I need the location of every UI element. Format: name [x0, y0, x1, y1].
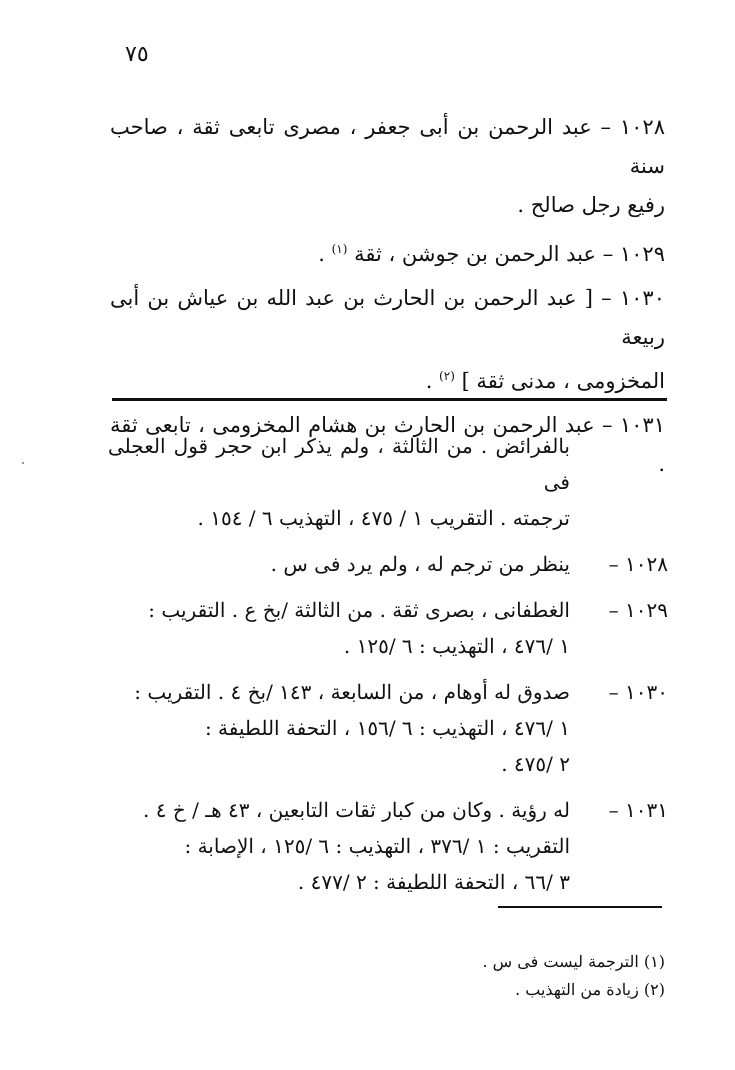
commentary-line: ١ /٤٧٦ ، التهذيب : ٦ /١٥٦ ، التحفة اللطيفة : [204, 716, 570, 740]
commentary-line: ينظر من ترجم له ، ولم يرد فى س . [270, 552, 570, 576]
commentary-line: ٢ /٤٧٥ . [501, 752, 570, 776]
entry-1030 [110, 279, 665, 401]
footnote-ref: (١) [331, 242, 348, 256]
commentary-line: صدوق له أوهام ، من السابعة ، ١٤٣ /بخ ٤ . التقريب : [134, 680, 570, 704]
commentary-number: ١٠٣٠ – [608, 680, 668, 704]
entry-1028 [110, 108, 665, 225]
commentary-line: الغطفانى ، بصرى ثقة . من الثالثة /بخ ع . التقريب : [148, 598, 570, 622]
commentary-number: ١٠٣١ – [608, 798, 668, 822]
commentary-line: ١ /٤٧٦ ، التهذيب : ٦ /١٢٥ . [343, 634, 570, 658]
entry-tail: . [318, 242, 332, 266]
entry-line: ١٠٣٠ – [ عبد الرحمن بن الحارث بن عبد الله بن عياش بن أبى ربيعة [110, 286, 665, 349]
footnotes [420, 948, 665, 1004]
footnote-ref: (٢) [439, 369, 455, 383]
commentary-line: التقريب : ١ /٣٧٦ ، التهذيب : ٦ /١٢٥ ، الإصابة : [184, 834, 570, 858]
commentary-line: ٣ /٦٦ ، التحفة اللطيفة : ٢ /٤٧٧ . [297, 870, 570, 894]
entry-line: ١٠٢٩ – عبد الرحمن بن جوشن ، ثقة [354, 242, 665, 266]
commentary-item-1031 [108, 792, 668, 900]
section-divider [112, 398, 667, 401]
commentary-number: ١٠٢٨ – [608, 552, 668, 576]
footnote-divider [498, 906, 662, 908]
entry-line: رفيع رجل صالح . [517, 193, 665, 217]
page-number: ٧٥ [125, 42, 149, 67]
commentary-item-1029 [108, 592, 668, 664]
entry-1029 [110, 230, 665, 274]
entry-line: المخزومى ، مدنى ثقة ] [461, 369, 665, 393]
commentary-item-1028 [108, 546, 668, 582]
commentary-line: ترجمته . التقريب ١ / ٤٧٥ ، التهذيب ٦ / ١٥٤ . [197, 506, 570, 530]
commentary-continuation [108, 428, 668, 536]
footnote-1: (١) الترجمة ليست فى س . [482, 952, 665, 971]
footnote-2: (٢) زيادة من التهذيب . [515, 980, 665, 999]
commentary-section [108, 428, 668, 910]
entry-line: ١٠٣١ – عبد الرحمن بن الحارث بن هشام المخزومى ، تابعى ثقة . [110, 413, 665, 476]
scan-speck [22, 462, 24, 464]
entry-tail: . [425, 369, 440, 393]
commentary-line: له رؤية . وكان من كبار ثقات التابعين ، ٤٣ هـ / خ ٤ . [143, 798, 570, 822]
commentary-line: بالفرائض . من الثالثة ، ولم يذكر ابن حجر قول العجلى فى [108, 434, 571, 494]
commentary-item-1030 [108, 674, 668, 782]
entry-line: ١٠٢٨ – عبد الرحمن بن أبى جعفر ، مصرى تابعى ثقة ، صاحب سنة [110, 115, 665, 178]
commentary-number: ١٠٢٩ – [608, 598, 668, 622]
